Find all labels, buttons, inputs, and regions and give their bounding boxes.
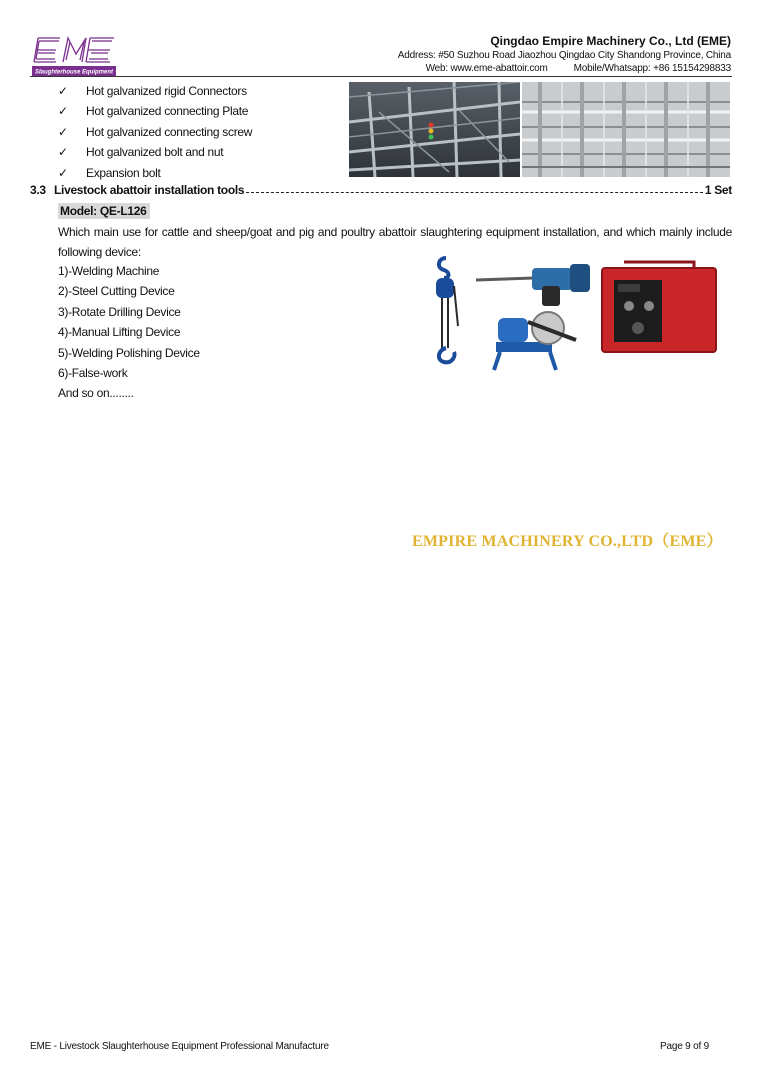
list-item: 2)-Steel Cutting Device <box>58 284 175 299</box>
checkmark-icon: ✓ <box>58 104 68 119</box>
page-number: Page 9 of 9 <box>660 1041 709 1052</box>
list-item: 4)-Manual Lifting Device <box>58 325 181 340</box>
checkmark-icon: ✓ <box>58 124 68 139</box>
list-item: 5)-Welding Polishing Device <box>58 345 200 360</box>
logo-subtitle: Slaughterhouse Equipment <box>34 69 114 76</box>
section-title: Livestock abattoir installation tools <box>54 183 245 197</box>
company-contact <box>426 63 731 74</box>
list-item: ✓ Expansion bolt <box>58 165 161 180</box>
footer-text: EME - Livestock Slaughterhouse Equipment Professional Manufacture <box>30 1041 329 1052</box>
list-item: ✓ Hot galvanized connecting screw <box>58 124 253 139</box>
section-description: Which main use for cattle and sheep/goat and pig and poultry abattoir slaughtering equipment installation, and which mainly include following device: <box>58 225 732 259</box>
company-address: Address: #50 Suzhou Road Jiaozhou Qingdao City Shandong Province, China <box>397 50 731 61</box>
header-divider <box>30 76 732 77</box>
checkmark-icon: ✓ <box>58 83 68 98</box>
list-item: And so on........ <box>58 386 134 401</box>
section-number: 3.3 <box>30 183 46 197</box>
list-item: 1)-Welding Machine <box>58 264 160 278</box>
list-item: 3)-Rotate Drilling Device <box>58 304 181 319</box>
list-item: ✓ Hot galvanized rigid Connectors <box>58 83 247 98</box>
welding-machine-icon <box>602 262 716 352</box>
section-heading <box>30 182 732 198</box>
company-logo <box>32 34 116 76</box>
list-item: ✓ Hot galvanized connecting Plate <box>58 104 249 119</box>
device-list <box>58 261 200 404</box>
cutoff-saw-icon <box>494 312 576 370</box>
chain-hoist-icon <box>436 258 458 362</box>
checkmark-icon: ✓ <box>58 165 68 180</box>
company-mobile: Mobile/Whatsapp: +86 15154298833 <box>573 63 731 74</box>
company-watermark: EMPIRE MACHINERY CO.,LTD（EME） <box>412 533 723 550</box>
list-item: 6)-False-work <box>58 365 128 380</box>
leader-dots <box>246 184 703 193</box>
section-quantity: 1 Set <box>704 183 732 197</box>
installation-tools-photo <box>424 256 730 376</box>
rotary-drill-icon <box>476 264 590 306</box>
company-web: Web: www.eme-abattoir.com <box>425 63 548 74</box>
accessories-list <box>58 81 348 184</box>
checkmark-icon: ✓ <box>58 145 68 160</box>
galvanized-rail-photo <box>522 82 730 177</box>
overhead-rail-photo <box>349 82 520 177</box>
company-name: Qingdao Empire Machinery Co., Ltd (EME) <box>490 34 731 48</box>
list-item: ✓ Hot galvanized bolt and nut <box>58 145 224 160</box>
model-label: Model: QE-L126 <box>58 203 150 219</box>
